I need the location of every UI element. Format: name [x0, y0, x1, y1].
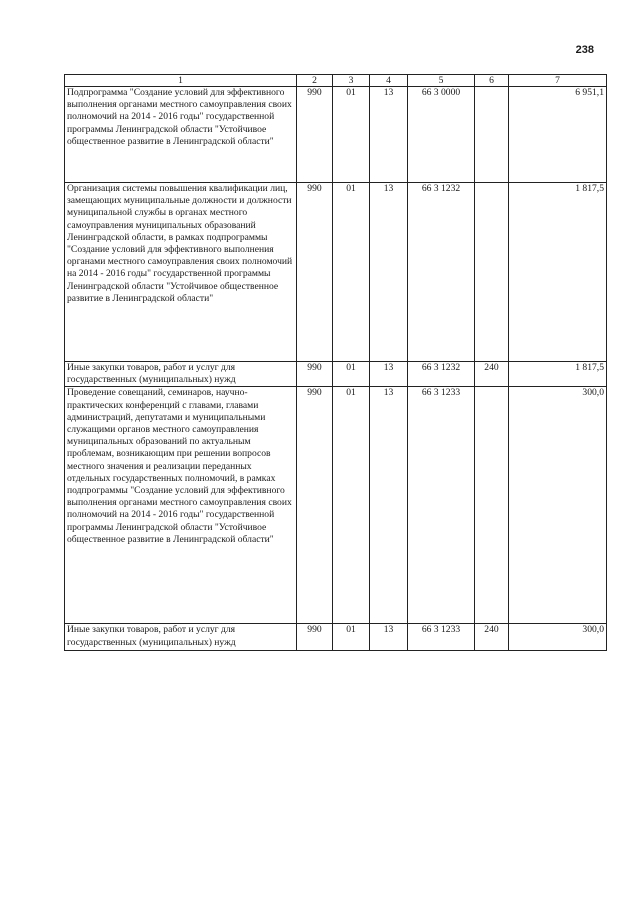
row-code-3: 01 — [333, 362, 370, 387]
row-code-6: 240 — [475, 362, 509, 387]
row-amount: 300,0 — [509, 624, 607, 651]
header-col-4: 4 — [370, 75, 408, 87]
row-code-6 — [475, 87, 509, 183]
row-code-2: 990 — [297, 387, 333, 624]
row-name: Иные закупки товаров, работ и услуг для государственных (муниципальных) нужд — [65, 362, 297, 387]
table-row — [65, 624, 607, 651]
row-code-5: 66 3 1232 — [408, 362, 475, 387]
table-row — [65, 387, 607, 624]
row-code-2: 990 — [297, 87, 333, 183]
row-name: Иные закупки товаров, работ и услуг для государственных (муниципальных) нужд — [65, 624, 297, 651]
row-amount: 6 951,1 — [509, 87, 607, 183]
row-code-3: 01 — [333, 624, 370, 651]
table-row — [65, 362, 607, 387]
row-code-3: 01 — [333, 387, 370, 624]
row-code-4: 13 — [370, 387, 408, 624]
row-code-2: 990 — [297, 362, 333, 387]
row-code-6 — [475, 183, 509, 362]
row-code-4: 13 — [370, 362, 408, 387]
row-code-2: 990 — [297, 183, 333, 362]
page-number: 238 — [575, 44, 594, 56]
row-code-3: 01 — [333, 183, 370, 362]
row-code-5: 66 3 0000 — [408, 87, 475, 183]
row-code-6 — [475, 387, 509, 624]
row-amount: 300,0 — [509, 387, 607, 624]
row-code-5: 66 3 1233 — [408, 387, 475, 624]
row-code-2: 990 — [297, 624, 333, 651]
table-row — [65, 183, 607, 362]
row-code-6: 240 — [475, 624, 509, 651]
row-name: Организация системы повышения квалификации лиц, замещающих муниципальные должности и должности муниципальной службы в органах местного самоуправления муниципальных образований Ленинградской области, в рамках подпрограммы "Создание условий для эффективного выполнения органами местного самоуправления своих полномочий на 2014 - 2016 годы" государственной программы Ленинградской области "Устойчивое общественное развитие в Ленинградской области" — [65, 183, 297, 362]
row-name: Подпрограмма "Создание условий для эффективного выполнения органами местного самоуправления своих полномочий на 2014 - 2016 годы" государственной программы Ленинградской области "Устойчивое общественное развитие в Ленинградской области" — [65, 87, 297, 183]
row-code-5: 66 3 1233 — [408, 624, 475, 651]
header-row — [65, 75, 607, 87]
header-col-3: 3 — [333, 75, 370, 87]
budget-table — [64, 74, 607, 651]
header-col-5: 5 — [408, 75, 475, 87]
header-col-1: 1 — [65, 75, 297, 87]
row-code-4: 13 — [370, 624, 408, 651]
row-code-4: 13 — [370, 183, 408, 362]
header-col-6: 6 — [475, 75, 509, 87]
row-code-4: 13 — [370, 87, 408, 183]
row-code-5: 66 3 1232 — [408, 183, 475, 362]
header-col-2: 2 — [297, 75, 333, 87]
row-name: Проведение совещаний, семинаров, научно-практических конференций с главами, главами администраций, депутатами и муниципальными служащими органов местного самоуправления муниципальных образований по актуальным проблемам, возникающим при решении вопросов местного значения и реализации переданных отдельных государственных полномочий, в рамках подпрограммы "Создание условий для эффективного выполнения органами местного самоуправления своих полномочий на 2014 - 2016 годы" государственной программы Ленинградской области "Устойчивое общественное развитие в Ленинградской области" — [65, 387, 297, 624]
table-header — [65, 75, 607, 87]
row-amount: 1 817,5 — [509, 183, 607, 362]
header-col-7: 7 — [509, 75, 607, 87]
table-row — [65, 87, 607, 183]
row-code-3: 01 — [333, 87, 370, 183]
row-amount: 1 817,5 — [509, 362, 607, 387]
